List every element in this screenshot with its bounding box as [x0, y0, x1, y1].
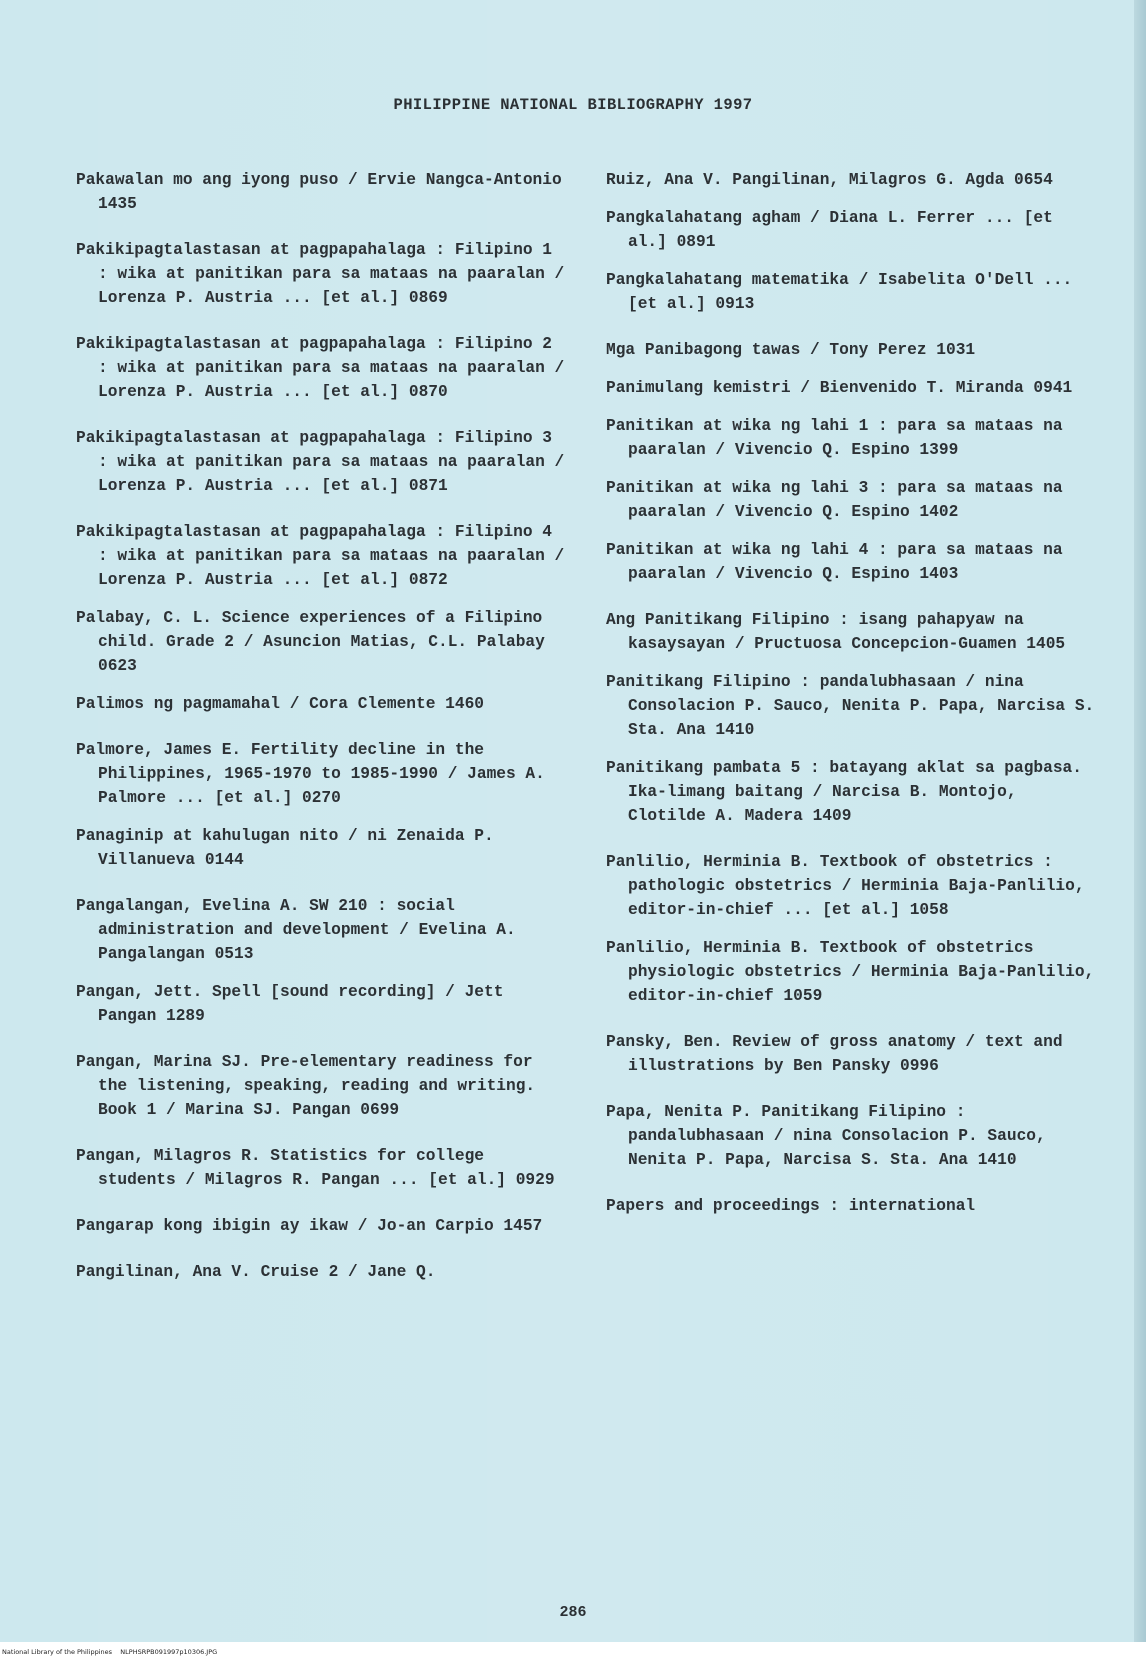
bibliography-entry: Palimos ng pagmamahal / Cora Clemente 1460 [76, 695, 484, 713]
bibliography-entry: Pangkalahatang matematika / Isabelita O'Dell ... [et al.] 0913 [606, 271, 1073, 313]
bibliography-entry: Pangan, Marina SJ. Pre-elementary readiness for the listening, speaking, reading and writing. Book 1 / Marina SJ. Pangan 0699 [76, 1053, 536, 1119]
bibliography-entry: Panaginip at kahulugan nito / ni Zenaida P. Villanueva 0144 [76, 827, 494, 869]
bibliography-entry: Pakawalan mo ang iyong puso / Ervie Nangca-Antonio 1435 [76, 171, 562, 213]
bibliography-entry: Panitikan at wika ng lahi 3 : para sa mataas na paaralan / Vivencio Q. Espino 1402 [606, 479, 1063, 521]
bibliography-entry: Pangkalahatang agham / Diana L. Ferrer ... [et al.] 0891 [606, 209, 1053, 251]
bibliography-entry: Pangarap kong ibigin ay ikaw / Jo-an Carpio 1457 [76, 1217, 543, 1235]
page-number: 286 [559, 1604, 587, 1621]
bibliography-entry: Ruiz, Ana V. Pangilinan, Milagros G. Agda 0654 [606, 171, 1053, 189]
bibliography-entry: Palmore, James E. Fertility decline in the Philippines, 1965-1970 to 1985-1990 / James A. Palmore ... [et al.] 0270 [76, 741, 545, 807]
bibliography-entry: Pakikipagtalastasan at pagpapahalaga : Filipino 4 : wika at panitikan para sa mataas na paaralan / Lorenza P. Austria ... [et al.] 0872 [76, 523, 565, 589]
bibliography-entry: Ang Panitikang Filipino : isang pahapyaw na kasaysayan / Pructuosa Concepcion-Guamen 1405 [606, 611, 1066, 653]
left-column [76, 168, 566, 1284]
bibliography-entry: Pakikipagtalastasan at pagpapahalaga : Filipino 2 : wika at panitikan para sa mataas na paaralan / Lorenza P. Austria ... [et al.] 0870 [76, 335, 565, 401]
bibliography-entry: Panlilio, Herminia B. Textbook of obstetrics physiologic obstetrics / Herminia Baja-Panlilio, editor-in-chief 1059 [606, 939, 1095, 1005]
bibliography-entry: Pangan, Jett. Spell [sound recording] / Jett Pangan 1289 [76, 983, 504, 1025]
bibliography-entry: Panlilio, Herminia B. Textbook of obstetrics : pathologic obstetrics / Herminia Baja-Panlilio, editor-in-chief ... [et al.] 1058 [606, 853, 1085, 919]
page-title: PHILIPPINE NATIONAL BIBLIOGRAPHY 1997 [393, 96, 753, 114]
bibliography-entry: Pakikipagtalastasan at pagpapahalaga : Filipino 3 : wika at panitikan para sa mataas na paaralan / Lorenza P. Austria ... [et al.] 0871 [76, 429, 565, 495]
bibliography-entry: Panitikan at wika ng lahi 4 : para sa mataas na paaralan / Vivencio Q. Espino 1403 [606, 541, 1063, 583]
bibliography-entry: Pangan, Milagros R. Statistics for college students / Milagros R. Pangan ... [et al.] 0929 [76, 1147, 555, 1189]
bibliography-entry: Papers and proceedings : international [606, 1197, 976, 1215]
bibliography-entry: Papa, Nenita P. Panitikang Filipino : pandalubhasaan / nina Consolacion P. Sauco, Nenita P. Papa, Narcisa S. Sta. Ana 1410 [606, 1103, 1046, 1169]
bibliography-entry: Pansky, Ben. Review of gross anatomy / text and illustrations by Ben Pansky 0996 [606, 1033, 1063, 1075]
bibliography-entry: Panitikan at wika ng lahi 1 : para sa mataas na paaralan / Vivencio Q. Espino 1399 [606, 417, 1063, 459]
page-edge-shadow [1134, 0, 1146, 1658]
bibliography-entry: Pangalangan, Evelina A. SW 210 : social administration and development / Evelina A. Pangalangan 0513 [76, 897, 516, 963]
bibliography-entry: Panitikang Filipino : pandalubhasaan / nina Consolacion P. Sauco, Nenita P. Papa, Narcisa S. Sta. Ana 1410 [606, 673, 1095, 739]
bibliography-entry: Palabay, C. L. Science experiences of a Filipino child. Grade 2 / Asuncion Matias, C.L. Palabay 0623 [76, 609, 545, 675]
bibliography-entry: Panimulang kemistri / Bienvenido T. Miranda 0941 [606, 379, 1073, 397]
right-column [606, 168, 1096, 1218]
scan-footer-label: National Library of the Philippines NLPHSRPB091997p10306.JPG [2, 1648, 218, 1656]
bibliography-entry: Pakikipagtalastasan at pagpapahalaga : Filipino 1 : wika at panitikan para sa mataas na paaralan / Lorenza P. Austria ... [et al.] 0869 [76, 241, 565, 307]
bibliography-entry: Mga Panibagong tawas / Tony Perez 1031 [606, 341, 976, 359]
bibliography-entry: Pangilinan, Ana V. Cruise 2 / Jane Q. [76, 1263, 436, 1281]
scan-footer-bar [0, 1642, 1146, 1658]
bibliography-entry: Panitikang pambata 5 : batayang aklat sa pagbasa. Ika-limang baitang / Narcisa B. Montojo, Clotilde A. Madera 1409 [606, 759, 1082, 825]
